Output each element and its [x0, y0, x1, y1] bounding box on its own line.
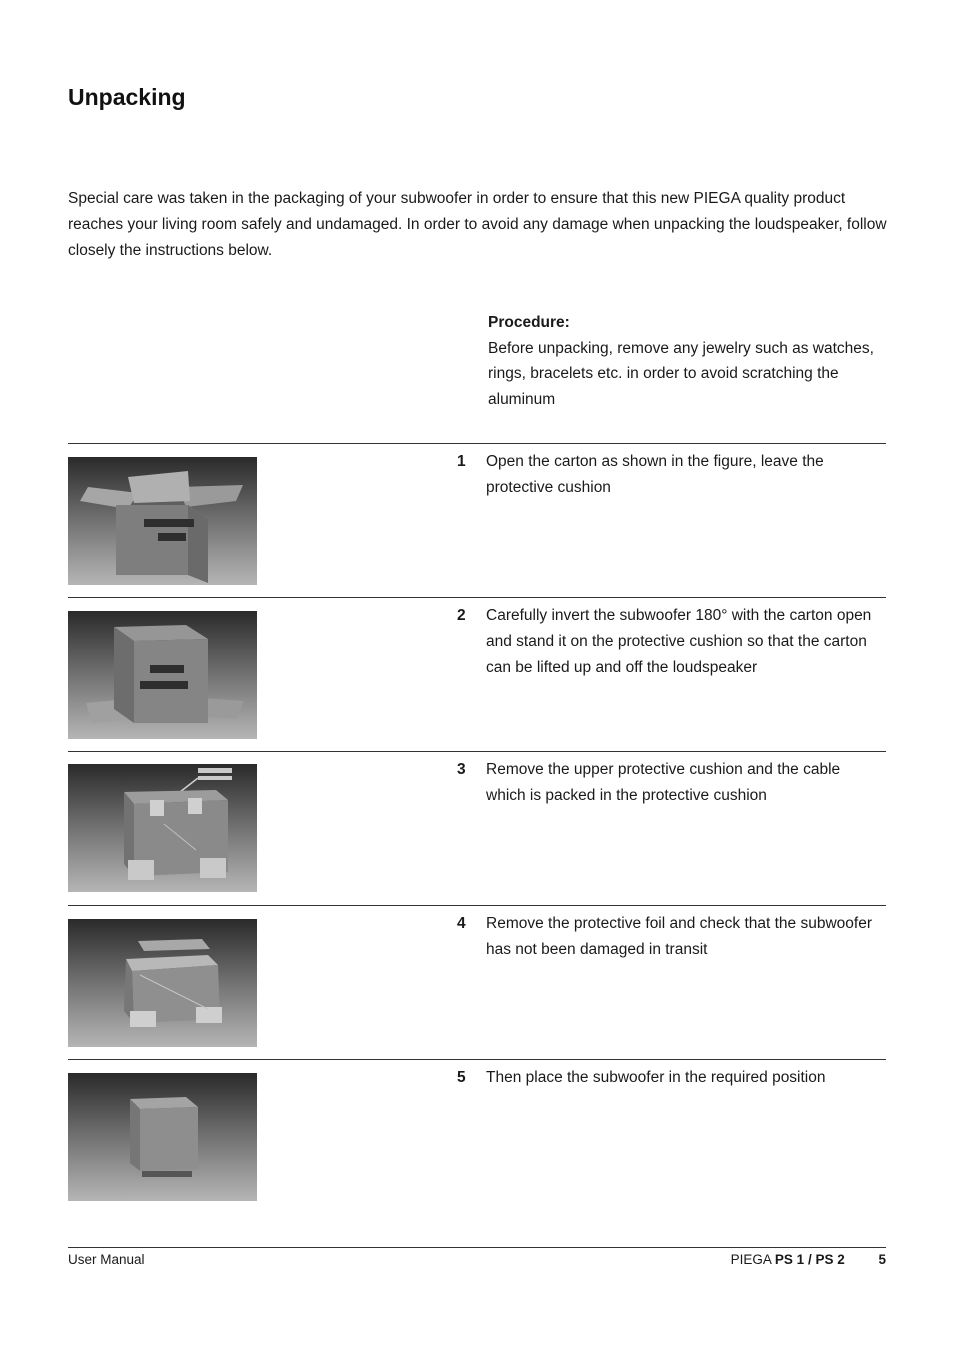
step-1-image	[68, 457, 257, 585]
procedure-text: Before unpacking, remove any jewelry such as watches, rings, bracelets etc. in order to avoid scratching the aluminum	[488, 339, 874, 408]
divider	[68, 751, 886, 752]
step-5-image	[68, 1073, 257, 1201]
step-4-text: Remove the protective foil and check that the subwoofer has not been damaged in transit	[486, 915, 872, 958]
intro-paragraph: Special care was taken in the packaging of your subwoofer in order to ensure that this new PIEGA quality product reaches your living room safely and undamaged. In order to avoid any damage when unpacking the loudspeaker, follow closely the instructions below.	[68, 190, 887, 259]
procedure-heading: Procedure:	[488, 314, 570, 331]
step-5-text: Then place the subwoofer in the required position	[486, 1069, 826, 1086]
step-3-text: Remove the upper protective cushion and the cable which is packed in the protective cushion	[486, 761, 841, 804]
page-number: 5	[878, 1252, 886, 1267]
step-5-number: 5	[457, 1069, 466, 1086]
step-3-number: 3	[457, 761, 466, 778]
step-4-image	[68, 919, 257, 1047]
step-1-text: Open the carton as shown in the figure, leave the protective cushion	[486, 453, 824, 496]
footer-right	[731, 1252, 886, 1267]
page-title: Unpacking	[68, 84, 186, 110]
procedure-block	[488, 310, 878, 412]
divider	[68, 597, 886, 598]
step-4-number: 4	[457, 915, 466, 932]
footer-model: PS 1 / PS 2	[774, 1252, 845, 1267]
step-2-image	[68, 611, 257, 739]
footer-left-label: User Manual	[68, 1252, 145, 1267]
step-1-number: 1	[457, 453, 466, 470]
step-2-text: Carefully invert the subwoofer 180° with the carton open and stand it on the protective cushion so that the carton can be lifted up and off the loudspeaker	[486, 607, 872, 676]
divider	[68, 1059, 886, 1060]
footer-divider	[68, 1247, 886, 1248]
divider	[68, 443, 886, 444]
page-footer	[68, 1252, 886, 1267]
footer-brand: PIEGA	[730, 1252, 772, 1267]
step-2-number: 2	[457, 607, 466, 624]
step-3-image	[68, 764, 257, 892]
divider	[68, 905, 886, 906]
